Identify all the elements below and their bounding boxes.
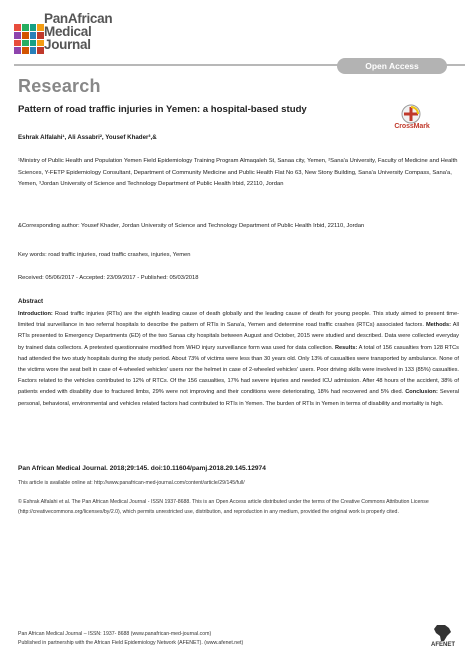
journal-logo-line-1: PanAfrican <box>44 11 113 26</box>
abstract-conclusion-label: Conclusion: <box>405 389 438 396</box>
crossmark-label: CrossMark <box>394 123 430 130</box>
logo-mosaic-tile <box>30 40 37 47</box>
footer-partnership: Published in partnership with the African Field Epidemiology Network (AFENET). (www.afenet.net) <box>18 639 244 646</box>
open-access-badge: Open Access <box>337 58 447 74</box>
journal-logo <box>14 10 124 60</box>
afenet-logo <box>423 624 463 652</box>
journal-logo-text <box>44 12 112 51</box>
abstract-body <box>18 309 459 410</box>
journal-logo-line-3: Journal <box>44 37 91 52</box>
affiliations: ¹Ministry of Public Health and Population Yemen Field Epidemiology Training Program Almaqaleh St, Sanaa city, Yemen, ²Sana'a University, Faculty of Medicine and Health Sciences, Y-FETP Epidemiology Consultant, Department of Community Medicine and Public Health Flat No 63, New Stony Building, Sana'a University Compass, Sana'a, Yemen, ³Jordan University of Science and Technology Department of Public Health Irbid, 22110, Jordan <box>18 158 458 187</box>
logo-mosaic-tile <box>22 47 29 54</box>
logo-mosaic-tile <box>30 24 37 31</box>
afenet-label: AFENET <box>431 642 455 648</box>
corresponding-author: &Corresponding author: Yousef Khader, Jordan University of Science and Technology Department of Public Health Irbid, 22110, Jordan <box>18 223 365 229</box>
footer-issn: Pan African Medical Journal – ISSN: 1937- 8688 (www.panafrican-med-journal.com) <box>18 631 212 637</box>
abstract-results: A total of 156 casualties from 128 RTCs had attended the two study hospitals during the study period. About 73% of victims were less than 30 years old. Only 13% of casualties were transported by ambulance. None of the victims wore the seat belt in case of 4-wheeled vehicles' users nor the helmet in case of 2-wheeled vehicles' users. Poor driving skills were involved in 133 (85%) casualties. Factors related to the vehicles contributed to 12% of RTCs. Of the 156 casualties, 17% had severe injuries and needed ICU admission. After 48 hours of the accident, 38% of patients ended with disability due to fractured limbs, 29% were not improving and their conditions were deteriorating, 18% had recovered and 5% died. <box>18 344 459 396</box>
journal-logo-mosaic <box>14 24 44 54</box>
abstract-intro-label: Introduction: <box>18 311 53 317</box>
logo-mosaic-tile <box>22 40 29 47</box>
logo-mosaic-tile <box>14 24 21 31</box>
logo-mosaic-tile <box>30 32 37 39</box>
abstract-intro: Road traffic injuries (RTIs) are the eighth leading cause of death globally and the leading cause of death for young people. This study aimed to present time-limited trial surveillance in two referral hospitals to describe the pattern of RTIs in Sana'a, Yemen and determine road traffic crashes (RTCs) associated factors. <box>18 311 459 329</box>
availability-note[interactable]: This article is available online at: http://www.panafrican-med-journal.com/content/article/29/145/full/ <box>18 480 245 486</box>
crossmark-icon <box>400 104 422 124</box>
article-title: Pattern of road traffic injuries in Yemen: a hospital-based study <box>18 104 307 115</box>
copyright-notice: © Eshrak Alfalahi et al. The Pan African Medical Journal - ISSN 1937-8688. This is an Open Access article distributed under the terms of the Creative Commons Attribution License (http://creativecommons.org/licenses/by/2.0), which permits unrestricted use, distribution, and reproduction in any medium, provided the original work is properly cited. <box>18 499 429 515</box>
logo-mosaic-tile <box>14 47 21 54</box>
logo-mosaic-tile <box>14 40 21 47</box>
logo-mosaic-tile <box>37 40 44 47</box>
abstract-methods-label: Methods: <box>425 322 452 329</box>
logo-mosaic-tile <box>37 47 44 54</box>
publication-dates: Received: 05/06/2017 - Accepted: 23/09/2017 - Published: 05/03/2018 <box>18 275 199 281</box>
africa-map-icon <box>431 624 455 642</box>
crossmark-badge[interactable] <box>386 104 436 134</box>
logo-mosaic-tile <box>37 32 44 39</box>
logo-mosaic-tile <box>30 47 37 54</box>
abstract-heading: Abstract <box>18 298 44 305</box>
logo-mosaic-tile <box>22 24 29 31</box>
page-footer <box>18 630 418 647</box>
keywords: Key words: road traffic injuries, road traffic crashes, injuries, Yemen <box>18 252 191 258</box>
citation: Pan African Medical Journal. 2018;29:145. doi:10.11604/pamj.2018.29.145.12974 <box>18 465 266 472</box>
author-list: Eshrak Alfalahi¹, Ali Assabri², Yousef Khader³,& <box>18 134 157 141</box>
abstract-methods: All RTIs presented to Emergency Departments (ED) of the two Sanaa city hospitals between August and October, 2015 were studied and described. Data were collected everyday by trained data collectors. A pretested questionnaire modified from WHO injury surveillance form was used for data collection. <box>18 322 459 351</box>
section-label: Research <box>18 76 101 96</box>
abstract-conclusion: Several personal, behavioral, environmental and vehicles related factors had contributed to RTIs in Yemen. The burden of RTIs in Yemen in terms of disability and mortality is high. <box>18 389 459 407</box>
journal-logo-line-2: Medical <box>44 24 92 39</box>
logo-mosaic-tile <box>22 32 29 39</box>
logo-mosaic-tile <box>37 24 44 31</box>
logo-mosaic-tile <box>14 32 21 39</box>
abstract-results-label: Results: <box>334 344 358 351</box>
